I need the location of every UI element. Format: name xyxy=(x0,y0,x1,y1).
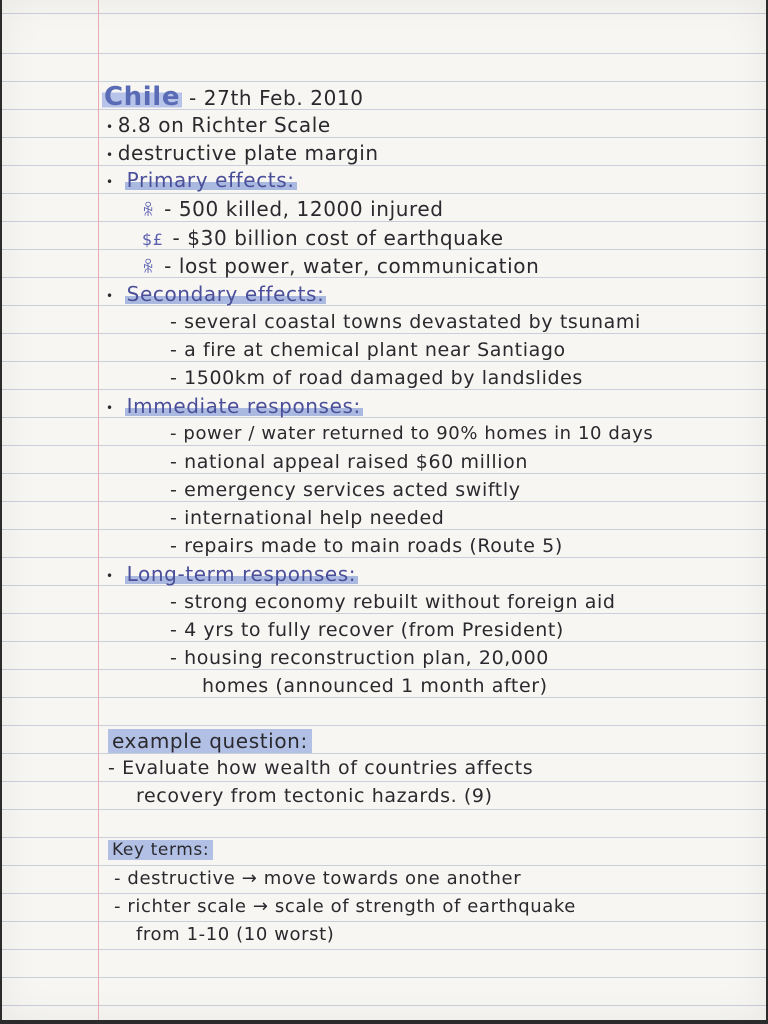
immediate-heading: Immediate responses: xyxy=(126,394,361,418)
title-line xyxy=(102,82,364,112)
keyterms-heading: Key terms: xyxy=(108,840,213,860)
longterm-heading: Long-term responses: xyxy=(126,562,357,586)
longterm-heading-line xyxy=(106,562,358,586)
longterm-item: - strong economy rebuilt without foreign aid xyxy=(170,591,616,613)
longterm-item: homes (announced 1 month after) xyxy=(202,675,548,697)
person-icon: ꆜ xyxy=(142,258,156,277)
secondary-item: - several coastal towns devastated by tsunami xyxy=(170,311,641,333)
keyterm-line: - destructive → move towards one another xyxy=(114,868,522,889)
example-line: - Evaluate how wealth of countries affects xyxy=(108,757,534,779)
immediate-item: - power / water returned to 90% homes in 10 days xyxy=(170,423,654,444)
primary-item: $£ - $30 billion cost of earthquake xyxy=(142,226,504,250)
person-icon: ꆜ xyxy=(142,201,156,220)
longterm-item: - housing reconstruction plan, 20,000 xyxy=(170,647,549,669)
notes xyxy=(2,0,766,1020)
primary-item: ꆜ - lost power, water, communication xyxy=(142,254,540,278)
notebook-page xyxy=(2,0,766,1020)
example-line: recovery from tectonic hazards. (9) xyxy=(136,785,493,807)
immediate-item: - national appeal raised $60 million xyxy=(170,451,528,473)
keyterms-heading-line xyxy=(108,840,213,860)
example-heading-line xyxy=(108,729,312,753)
keyterm-line: - richter scale → scale of strength of earthquake xyxy=(114,896,576,917)
secondary-item: - a fire at chemical plant near Santiago xyxy=(170,339,566,361)
immediate-item: - international help needed xyxy=(170,507,445,529)
title-place: Chile xyxy=(104,82,181,112)
keyterm-line: from 1-10 (10 worst) xyxy=(136,924,335,945)
intro-line: • destructive plate margin xyxy=(106,141,379,165)
example-heading: example question: xyxy=(108,729,312,753)
immediate-item: - repairs made to main roads (Route 5) xyxy=(170,535,563,557)
title-date: - 27th Feb. 2010 xyxy=(189,86,364,110)
primary-item: ꆜ - 500 killed, 12000 injured xyxy=(142,197,444,221)
secondary-heading: Secondary effects: xyxy=(126,282,325,306)
longterm-item: - 4 yrs to fully recover (from President) xyxy=(170,619,564,641)
intro-line: • 8.8 on Richter Scale xyxy=(106,113,331,137)
money-icon: $£ xyxy=(142,230,164,249)
immediate-heading-line xyxy=(106,394,363,418)
immediate-item: - emergency services acted swiftly xyxy=(170,479,521,501)
primary-heading: Primary effects: xyxy=(126,168,295,192)
primary-heading-line xyxy=(106,168,297,192)
secondary-heading-line xyxy=(106,282,326,306)
secondary-item: - 1500km of road damaged by landslides xyxy=(170,367,583,389)
